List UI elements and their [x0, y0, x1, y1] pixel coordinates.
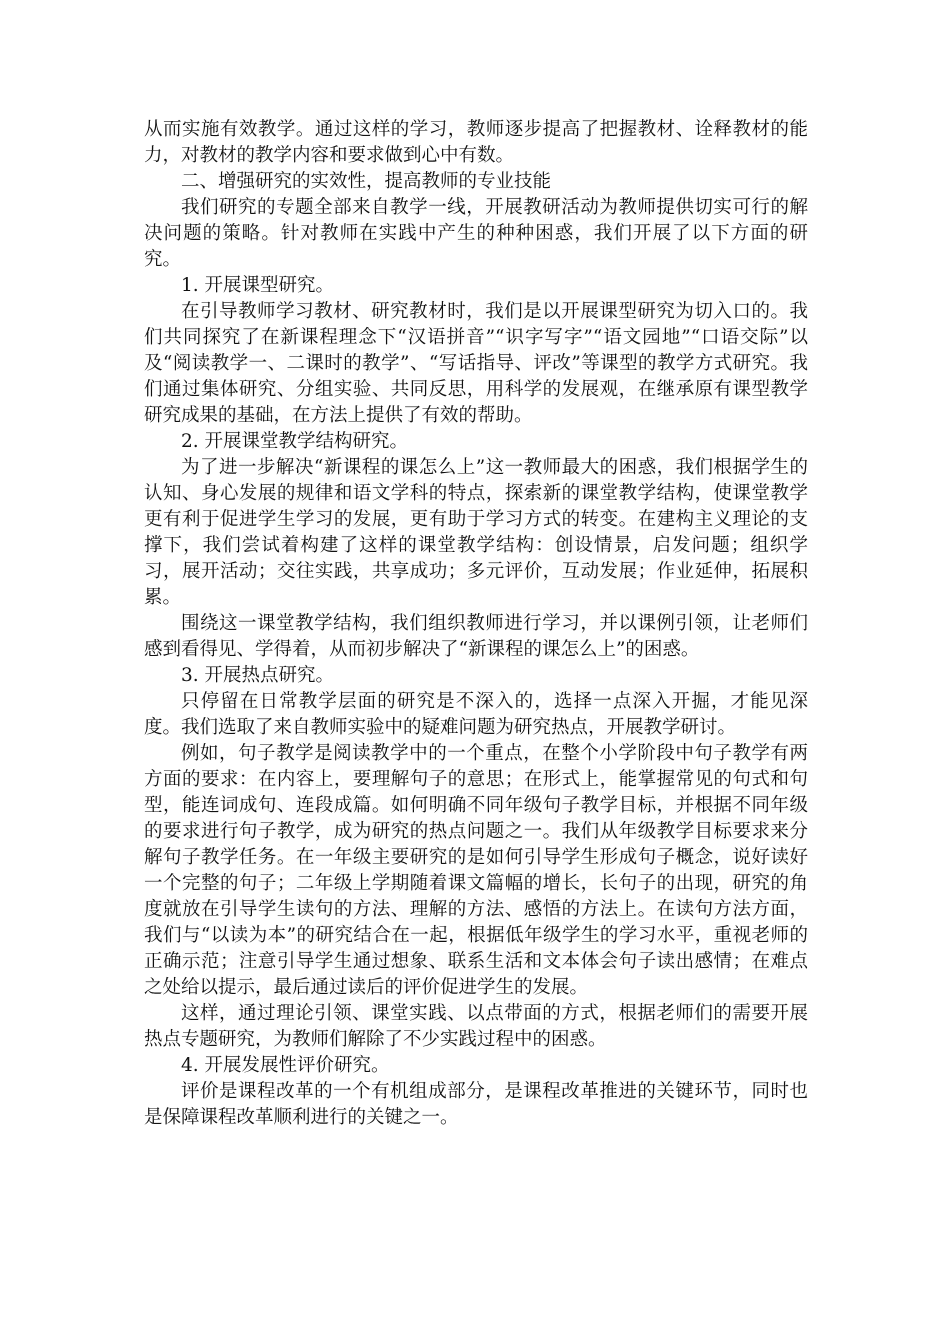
subsection-heading: 2. 开展课堂教学结构研究。 — [181, 431, 409, 452]
paragraph: 评价是课程改革的一个有机组成部分，是课程改革推进的关键环节，同时也是保障课程改革顺利进行的关键之一。 — [144, 1081, 808, 1128]
paragraph: 例如，句子教学是阅读教学中的一个重点，在整个小学阶段中句子教学有两方面的要求：在内容上，要理解句子的意思；在形式上，能掌握常见的句式和句型，能连词成句、连段成篇。如何明确不同年级句子教学目标，并根据不同年级的要求进行句子教学，成为研究的热点问题之一。我们从年级教学目标要求来分解句子教学任务。在一年级主要研究的是如何引导学生形成句子概念，说好读好一个完整的句子；二年级上学期随着课文篇幅的增长，长句子的出现，研究的角度就放在引导学生读句的方法、理解的方法、感悟的方法上。在读句方法方面，我们与“以读为本”的研究结合在一起，根据低年级学生的学习水平，重视老师的正确示范；注意引导学生通过想象、联系生活和文本体会句子读出感情；在难点之处给以提示，最后通过读后的评价促进学生的发展。 — [144, 743, 808, 998]
subsection-heading: 4. 开展发展性评价研究。 — [181, 1055, 390, 1076]
section-heading: 二、增强研究的实效性，提高教师的专业技能 — [181, 171, 552, 192]
paragraph: 这样，通过理论引领、课堂实践、以点带面的方式，根据老师们的需要开展热点专题研究，为教师们解除了不少实践过程中的困惑。 — [144, 1003, 808, 1050]
subsection-heading: 3. 开展热点研究。 — [181, 665, 335, 686]
paragraph: 为了进一步解决“新课程的课怎么上”这一教师最大的困惑，我们根据学生的认知、身心发展的规律和语文学科的特点，探索新的课堂教学结构，使课堂教学更有利于促进学生学习的发展，更有助于学习方式的转变。在建构主义理论的支撑下，我们尝试着构建了这样的课堂教学结构：创设情景，启发问题；组织学习，展开活动；交往实践，共享成功；多元评价，互动发展；作业延伸，拓展积累。 — [144, 457, 808, 608]
paragraph-continuation: 从而实施有效教学。通过这样的学习，教师逐步提高了把握教材、诠释教材的能力，对教材的教学内容和要求做到心中有数。 — [144, 119, 808, 166]
document-body — [144, 117, 808, 1131]
paragraph: 围绕这一课堂教学结构，我们组织教师进行学习，并以课例引领，让老师们感到看得见、学得着，从而初步解决了“新课程的课怎么上”的困惑。 — [144, 613, 808, 660]
subsection-heading: 1. 开展课型研究。 — [181, 275, 335, 296]
paragraph: 只停留在日常教学层面的研究是不深入的，选择一点深入开掘，才能见深度。我们选取了来自教师实验中的疑难问题为研究热点，开展教学研讨。 — [144, 691, 808, 738]
paragraph: 我们研究的专题全部来自教学一线，开展教研活动为教师提供切实可行的解决问题的策略。针对教师在实践中产生的种种困惑，我们开展了以下方面的研究。 — [144, 197, 808, 270]
paragraph: 在引导教师学习教材、研究教材时，我们是以开展课型研究为切入口的。我们共同探究了在新课程理念下“汉语拼音”“识字写字”“语文园地”“口语交际”以及“阅读教学一、二课时的教学”、“写话指导、评改”等课型的教学方式研究。我们通过集体研究、分组实验、共同反思，用科学的发展观，在继承原有课型教学研究成果的基础，在方法上提供了有效的帮助。 — [144, 301, 808, 426]
